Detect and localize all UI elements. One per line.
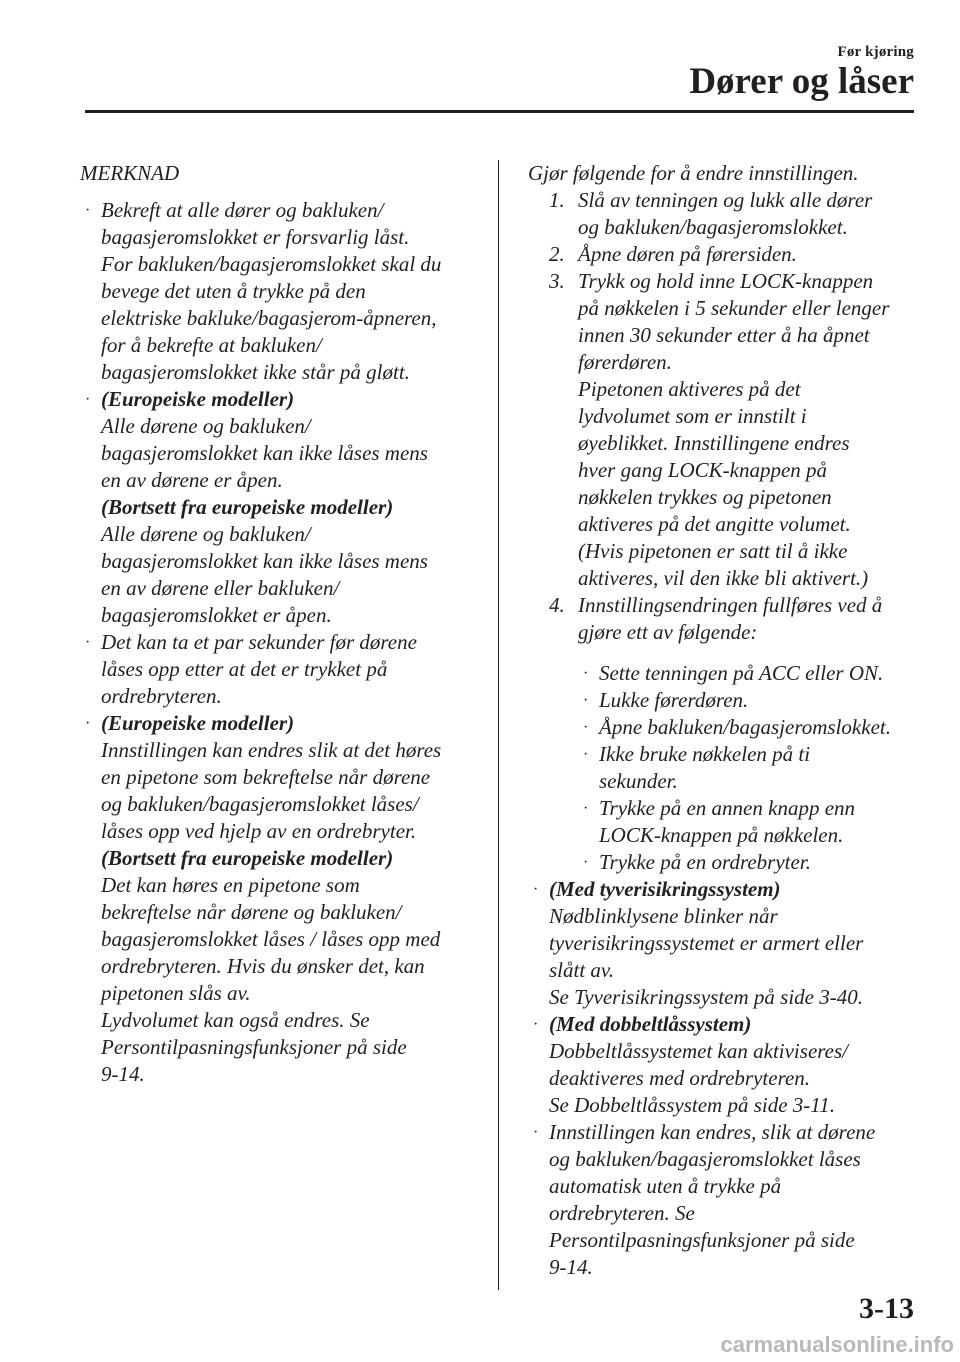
sub-bullet (578, 714, 918, 741)
text-line: og bakluken/bagasjeromslokket. (578, 215, 848, 239)
text-line: ordrebryteren. Hvis du ønsker det, kan (101, 954, 425, 978)
sub-bullet (578, 795, 918, 849)
right-bullet-list (528, 876, 918, 1281)
bullet-dot-icon: · (533, 1016, 539, 1033)
text-line: innen 30 sekunder etter å ha åpnet (578, 323, 870, 347)
text-line: Lydvolumet kan også endres. Se (101, 1008, 370, 1032)
text-line: aktiveres på det angitte volumet. (578, 512, 851, 536)
watermark: carmanualsonline.info (720, 1332, 954, 1357)
text-line: øyeblikket. Innstillingene endres (578, 431, 850, 455)
text-line: bekreftelse når dørene og bakluken/ (101, 900, 402, 924)
text-line: sekunder. (599, 769, 678, 793)
bullet-dot-icon: · (583, 854, 589, 871)
bullet-dot-icon: · (533, 881, 539, 898)
sub-bullet (578, 687, 918, 714)
text-line: pipetonen slås av. (101, 981, 251, 1005)
text-line: (Bortsett fra europeiske modeller) (101, 495, 394, 519)
step-number: 3. (549, 269, 565, 293)
text-line: bagasjeromslokket er forsvarlig låst. (101, 225, 410, 249)
bullet-dot-icon: · (85, 715, 91, 732)
text-line: bagasjeromslokket låses / låses opp med (101, 927, 441, 951)
text-line: Bekreft at alle dører og bakluken/ (101, 198, 384, 222)
text-line: (Med tyverisikringssystem) (549, 877, 781, 901)
note-heading: MERKNAD (80, 161, 180, 185)
text-line: aktiveres, vil den ikke bli aktivert.) (578, 566, 869, 590)
text-line: på nøkkelen i 5 sekunder eller lenger (578, 296, 890, 320)
text-line: tyverisikringssystemet er armert eller (549, 931, 864, 955)
text-line: førerdøren. (578, 350, 672, 374)
text-line: og bakluken/bagasjeromslokket låses (549, 1147, 861, 1171)
text-line: For bakluken/bagasjeromslokket skal du (101, 252, 442, 276)
bullet-dot-icon: · (85, 634, 91, 651)
text-line: deaktiveres med ordrebryteren. (549, 1066, 811, 1090)
text-line: Åpne bakluken/bagasjeromslokket. (599, 715, 891, 739)
text-line: 9-14. (101, 1062, 145, 1086)
text-line: bagasjeromslokket kan ikke låses mens (101, 549, 428, 573)
text-line: automatisk uten å trykke på (549, 1174, 782, 1198)
text-line: ordrebryteren. (101, 684, 222, 708)
left-bullet (80, 629, 480, 710)
bullet-dot-icon: · (85, 391, 91, 408)
sub-bullet (578, 741, 918, 795)
text-line: (Hvis pipetonen er satt til å ikke (578, 539, 848, 563)
intro-text: Gjør følgende for å endre innstillingen. (528, 161, 859, 185)
step-number: 1. (549, 188, 565, 212)
text-line: ordrebryteren. Se (549, 1201, 695, 1225)
right-bullet (528, 1119, 918, 1281)
left-column (80, 160, 480, 1088)
header-rule (85, 110, 914, 113)
bullet-dot-icon: · (533, 1124, 539, 1141)
text-line: Lukke førerdøren. (599, 688, 749, 712)
text-line: (Med dobbeltlåssystem) (549, 1012, 752, 1036)
text-line: en av dørene eller bakluken/ (101, 576, 340, 600)
text-line: bagasjeromslokket ikke står på gløtt. (101, 360, 410, 384)
text-line: Åpne døren på førersiden. (578, 242, 797, 266)
text-line: (Bortsett fra europeiske modeller) (101, 846, 394, 870)
text-line: låses opp ved hjelp av en ordrebryter. (101, 819, 417, 843)
text-line: LOCK-knappen på nøkkelen. (599, 823, 844, 847)
left-bullet (80, 710, 480, 1088)
text-line: Persontilpasningsfunksjoner på side (101, 1035, 407, 1059)
bullet-dot-icon: · (85, 202, 91, 219)
text-line: Innstillingsendringen fullføres ved å (578, 593, 883, 617)
text-line: (Europeiske modeller) (101, 711, 295, 735)
text-line: Ikke bruke nøkkelen på ti (599, 742, 811, 766)
text-line: Alle dørene og bakluken/ (101, 414, 311, 438)
text-line: og bakluken/bagasjeromslokket låses/ (101, 792, 419, 816)
text-line: lydvolumet som er innstilt i (578, 404, 807, 428)
step-number: 2. (549, 242, 565, 266)
text-line: Trykk og hold inne LOCK-knappen (578, 269, 874, 293)
text-line: en av dørene er åpen. (101, 468, 283, 492)
right-bullet (528, 876, 918, 1011)
left-bullet (80, 197, 480, 386)
text-line: Sette tenningen på ACC eller ON. (599, 661, 884, 685)
step-number: 4. (549, 593, 565, 617)
sub-bullet (578, 849, 918, 876)
text-line: Trykke på en annen knapp enn (599, 796, 856, 820)
text-line: nøkkelen trykkes og pipetonen (578, 485, 832, 509)
left-bullet-list (80, 197, 480, 1088)
bullet-dot-icon: · (583, 719, 589, 736)
text-line: bagasjeromslokket er åpen. (101, 603, 332, 627)
page-number: 3-13 (859, 1292, 914, 1325)
text-line: Innstillingen kan endres slik at det høres (101, 738, 442, 762)
text-line: låses opp etter at det er trykket på (101, 657, 388, 681)
step-item (528, 592, 918, 646)
text-line: Det kan ta et par sekunder før dørene (101, 630, 417, 654)
column-divider (498, 160, 499, 1290)
bullet-dot-icon: · (583, 746, 589, 763)
header-section: Før kjøring (837, 44, 914, 60)
text-line: gjøre ett av følgende: (578, 620, 758, 644)
step-item (528, 241, 918, 268)
text-line: Nødblinklysene blinker når (549, 904, 778, 928)
text-line: elektriske bakluke/bagasjerom-åpneren, (101, 306, 437, 330)
right-column (528, 160, 918, 1281)
step-item (528, 268, 918, 592)
text-line: 9-14. (549, 1255, 593, 1279)
text-line: Persontilpasningsfunksjoner på side (549, 1228, 855, 1252)
step-item (528, 187, 918, 241)
text-line: Innstillingen kan endres, slik at dørene (549, 1120, 876, 1144)
text-line: (Europeiske modeller) (101, 387, 295, 411)
text-line: Alle dørene og bakluken/ (101, 522, 311, 546)
text-line: bevege det uten å trykke på den (101, 279, 366, 303)
text-line: slått av. (549, 958, 614, 982)
bullet-dot-icon: · (583, 692, 589, 709)
text-line: for å bekrefte at bakluken/ (101, 333, 322, 357)
sub-bullet (578, 660, 918, 687)
text-line: Trykke på en ordrebryter. (599, 850, 811, 874)
text-line: Pipetonen aktiveres på det (578, 377, 801, 401)
sub-bullet-list (578, 660, 918, 876)
steps-list (528, 187, 918, 646)
left-bullet (80, 386, 480, 629)
text-line: en pipetone som bekreftelse når dørene (101, 765, 431, 789)
text-line: Slå av tenningen og lukk alle dører (578, 188, 873, 212)
text-line: Dobbeltlåssystemet kan aktiviseres/ (549, 1039, 848, 1063)
text-line: Se Tyverisikringssystem på side 3-40. (549, 985, 863, 1009)
bullet-dot-icon: · (583, 800, 589, 817)
text-line: Se Dobbeltlåssystem på side 3-11. (549, 1093, 835, 1117)
text-line: bagasjeromslokket kan ikke låses mens (101, 441, 428, 465)
text-line: hver gang LOCK-knappen på (578, 458, 828, 482)
bullet-dot-icon: · (583, 665, 589, 682)
page-title: Dører og låser (689, 61, 914, 102)
right-bullet (528, 1011, 918, 1119)
text-line: Det kan høres en pipetone som (101, 873, 360, 897)
